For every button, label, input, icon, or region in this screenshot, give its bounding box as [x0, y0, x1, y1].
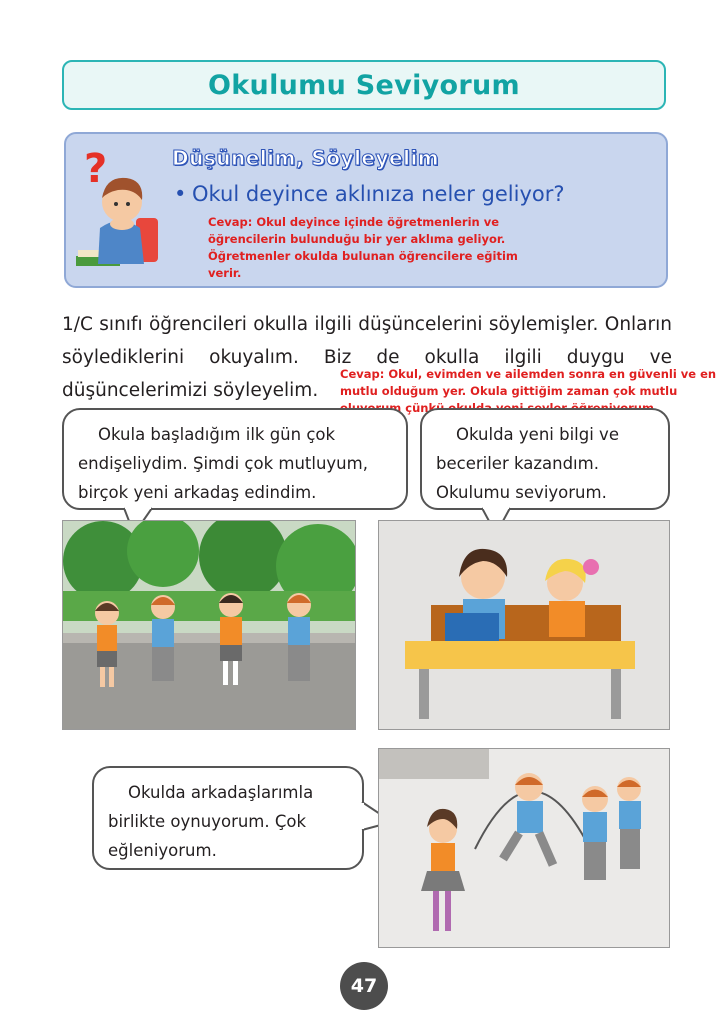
think-question	[174, 182, 565, 206]
answer-note-1: Cevap: Okul deyince içinde öğretmenlerin ve öğrencilerin bulunduğu bir yer aklıma geliyor. Öğretmenler okulda bulunan öğrencilere eğitim verir.	[208, 215, 518, 280]
page-number: 47	[340, 962, 388, 1010]
illustration-kids-holding-hands	[62, 520, 356, 730]
question-mark-icon: ?	[84, 146, 108, 192]
question-text: Okul deyince aklınıza neler geliyor?	[192, 182, 565, 206]
answer-note-2: Cevap: Okul, evimden ve ailemden sonra en güvenli ve en mutlu olduğum yer. Okula gittiğim zaman çok mutlu çünkü	[340, 367, 717, 415]
page-title: Okulumu Seviyorum	[208, 69, 520, 101]
speech-bubble-3	[92, 766, 364, 870]
illustration-kids-at-desk	[378, 520, 670, 730]
speech-bubble-3-text: Okulda arkadaşlarımla birlikte oynuyorum. Çok eğleniyorum.	[108, 783, 314, 860]
speech-bubble-1	[62, 408, 408, 510]
page-title-banner	[62, 60, 666, 110]
illustration-kids-jump-rope	[378, 748, 670, 948]
speech-bubble-1-text: Okula başladığım ilk gün çok endişeliydim. Şimdi çok mutluyum, birçok yeni arkadaş edindim.	[78, 425, 368, 502]
intro-paragraph: 1/C sınıfı öğrencileri okulla ilgili düşüncelerini söylemişler. Onların söylediklerini okuyalım. Biz de okulla ilgili duygu ve düşüncelerimizi söyleyelim.	[62, 314, 672, 401]
speech-bubble-2	[420, 408, 670, 510]
think-heading: Düşünelim, Söyleyelim	[172, 146, 440, 170]
bullet: •	[174, 182, 187, 206]
thinking-boy-illustration	[70, 140, 170, 276]
speech-bubble-2-text: Okulda yeni bilgi ve beceriler kazandım. Okulumu seviyorum.	[436, 425, 619, 502]
